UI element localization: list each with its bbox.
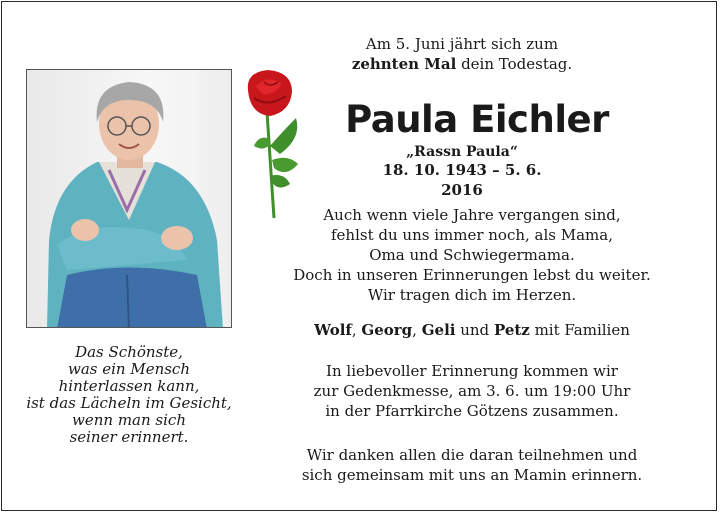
life-dates: 18. 10. 1943 – 5. 6. 2016 bbox=[382, 161, 542, 199]
memorial-poem bbox=[292, 205, 652, 305]
quote-line: wenn man sich bbox=[72, 411, 186, 429]
family-signature bbox=[292, 320, 652, 340]
quote-line: was ein Mensch bbox=[67, 360, 190, 378]
service-line: zur Gedenkmesse, am 3. 6. um 19:00 Uhr bbox=[313, 382, 631, 400]
thanks-line: sich gemeinsam mit uns an Mamin erinnern. bbox=[301, 466, 643, 484]
intro-line-1: Am 5. Juni jährt sich zum bbox=[365, 35, 559, 53]
quote-line: Das Schönste, bbox=[75, 343, 183, 361]
intro-line-2 bbox=[302, 54, 622, 74]
service-line: in der Pfarrkirche Götzens zusammen. bbox=[325, 402, 619, 420]
anniversary-intro bbox=[302, 34, 622, 74]
family-separator: und bbox=[455, 321, 494, 339]
deceased-name: Paula Eichler bbox=[345, 98, 609, 141]
quote-line: hinterlassen kann, bbox=[58, 377, 200, 395]
obituary-card bbox=[1, 1, 717, 511]
thanks-note bbox=[292, 445, 652, 485]
quote-line: seiner erinnert. bbox=[69, 428, 189, 446]
memorial-service-info bbox=[292, 361, 652, 421]
poem-line: Doch in unseren Erinnerungen lebst du weiter. bbox=[293, 266, 651, 284]
memorial-quote bbox=[26, 344, 232, 446]
family-name: Wolf bbox=[314, 321, 352, 339]
family-name: Petz bbox=[493, 321, 530, 339]
poem-line: Wir tragen dich im Herzen. bbox=[367, 286, 577, 304]
service-line: In liebevoller Erinnerung kommen wir bbox=[326, 362, 618, 380]
family-separator: , bbox=[412, 321, 422, 339]
family-separator: , bbox=[351, 321, 362, 339]
poem-line: Oma und Schwiegermama. bbox=[369, 246, 575, 264]
intro-rest: dein Todestag. bbox=[456, 55, 573, 73]
thanks-line: Wir danken allen die daran teilnehmen und bbox=[306, 446, 638, 464]
intro-bold: zehnten Mal bbox=[351, 55, 457, 73]
portrait-photo bbox=[26, 69, 232, 328]
family-name: Georg bbox=[361, 321, 413, 339]
family-suffix: mit Familien bbox=[529, 321, 630, 339]
quote-line: ist das Lächeln im Gesicht, bbox=[26, 394, 232, 412]
red-rose-icon bbox=[240, 68, 320, 228]
deceased-nickname: „Rassn Paula“ bbox=[406, 144, 518, 160]
poem-line: fehlst du uns immer noch, als Mama, bbox=[331, 226, 613, 244]
family-name: Geli bbox=[421, 321, 456, 339]
poem-line: Auch wenn viele Jahre vergangen sind, bbox=[323, 206, 621, 224]
